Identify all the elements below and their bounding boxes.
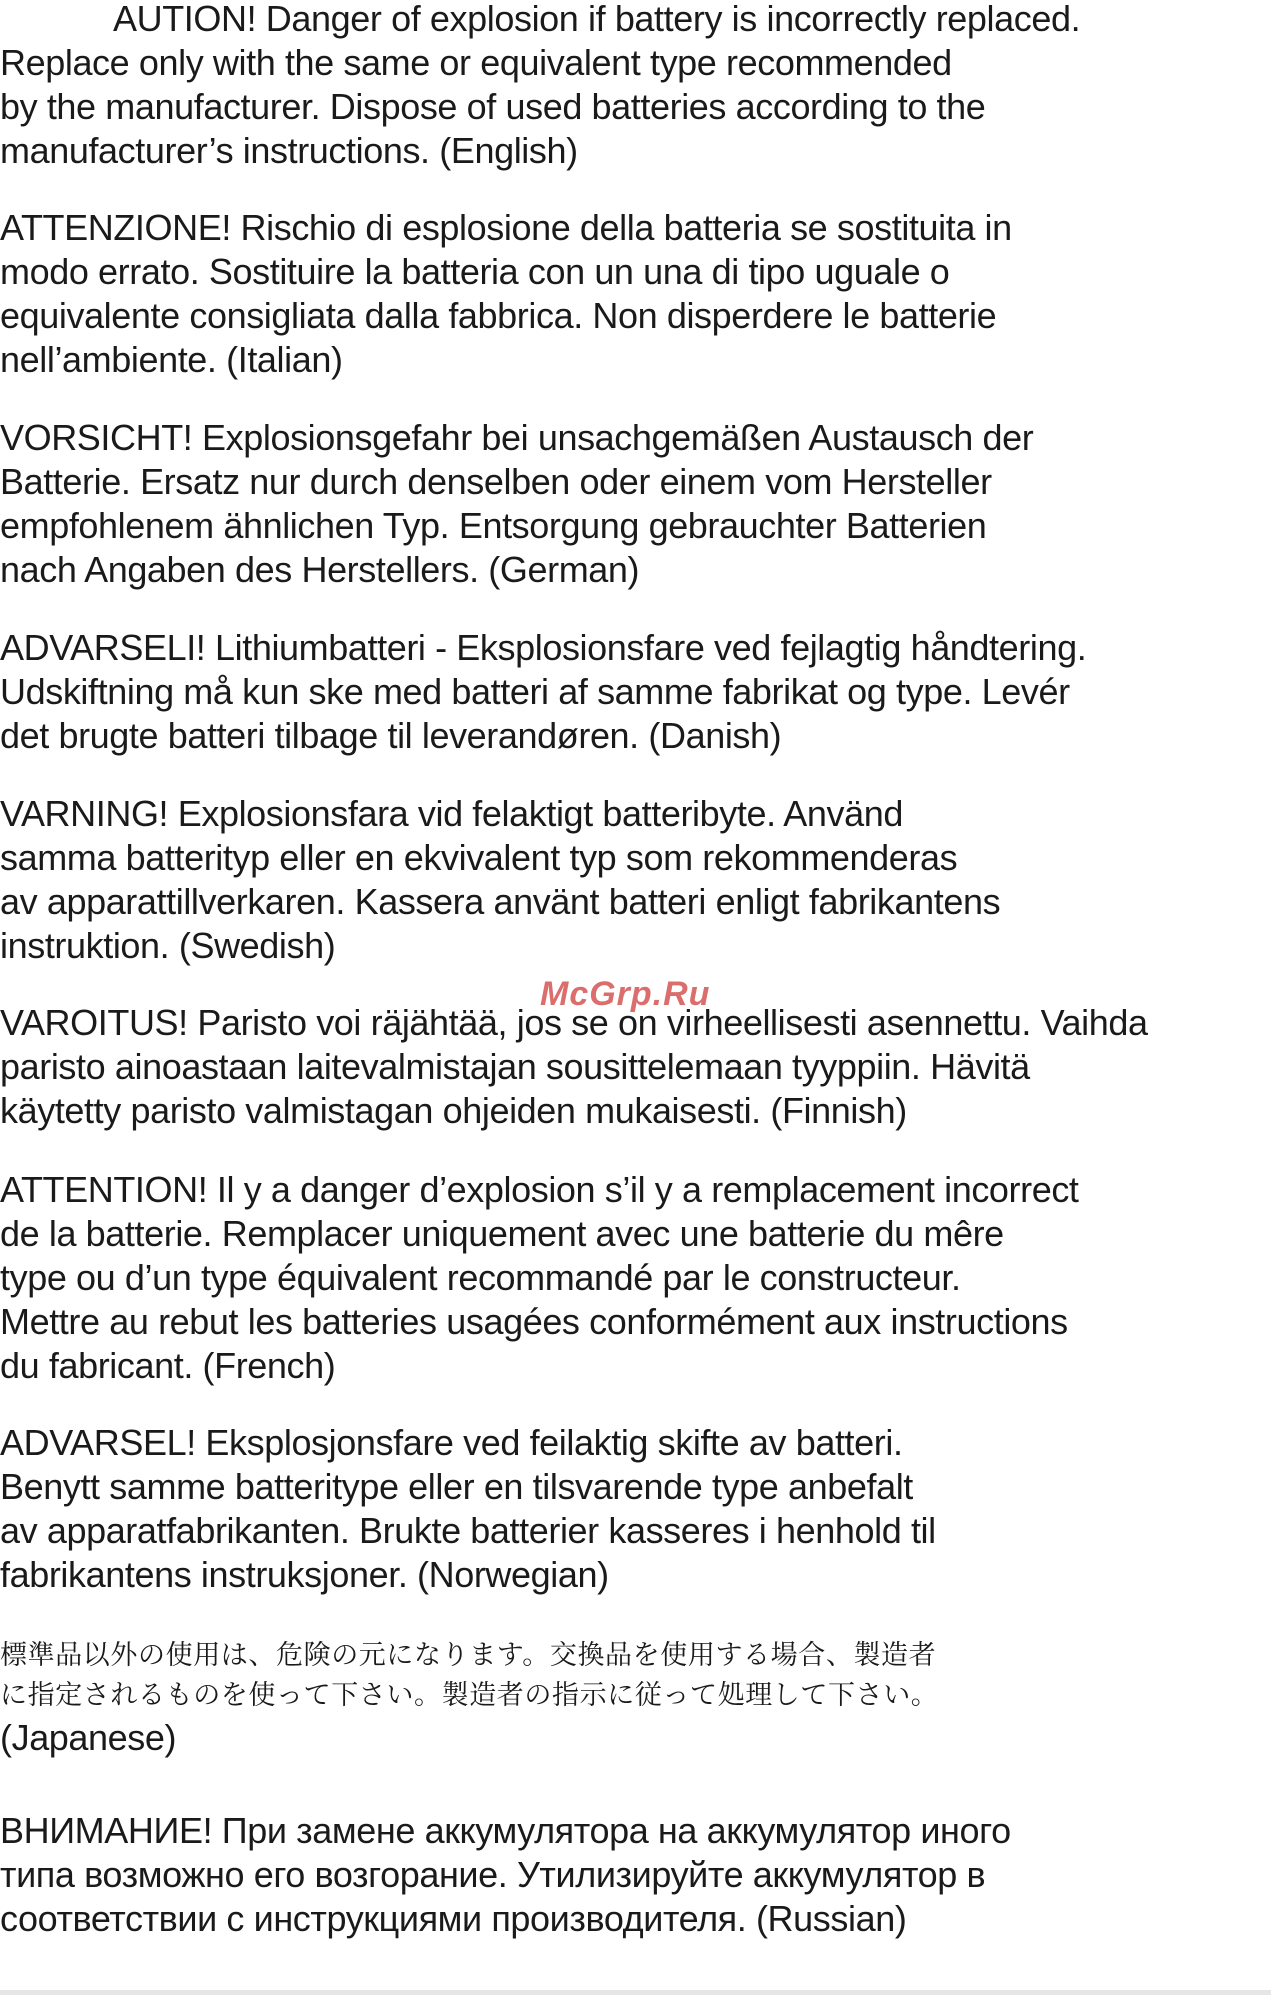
warning-line: modo errato. Sostituire la batteria con un una di tipo uguale o — [0, 251, 950, 292]
warning-line: fabrikantens instruksjoner. (Norwegian) — [0, 1554, 609, 1595]
warning-line: instruktion. (Swedish) — [0, 925, 336, 966]
warning-english — [0, 0, 1230, 173]
warning-line: det brugte batteri tilbage til leverandøren. (Danish) — [0, 715, 782, 756]
warning-japanese — [0, 1636, 1230, 1760]
site-watermark: McGrp.Ru — [540, 975, 711, 1013]
warning-line: Batterie. Ersatz nur durch denselben oder einem vom Hersteller — [0, 461, 992, 502]
warning-line: by the manufacturer. Dispose of used batteries according to the — [0, 86, 986, 127]
warning-swedish — [0, 792, 1230, 968]
warning-italian — [0, 206, 1230, 382]
warning-line: ATTENTION! Il y a danger d’explosion s’il y a remplacement incorrect — [0, 1169, 1079, 1210]
warning-line: type ou d’un type équivalent recommandé par le constructeur. — [0, 1257, 961, 1298]
warning-line: ВНИМАНИЕ! При замене аккумулятора на аккумулятор иного — [0, 1810, 1011, 1851]
warning-line: Udskiftning må kun ske med batteri af samme fabrikat og type. Levér — [0, 671, 1070, 712]
warning-line: paristo ainoastaan laitevalmistajan sousittelemaan tyyppiin. Hävitä — [0, 1046, 1030, 1087]
warning-norwegian — [0, 1421, 1230, 1597]
warning-line: nell’ambiente. (Italian) — [0, 339, 343, 380]
page-bottom-edge — [0, 1990, 1271, 1995]
warning-line: Replace only with the same or equivalent type recommended — [0, 42, 952, 83]
warning-line: типа возможно его возгорание. Утилизируйте аккумулятор в — [0, 1854, 986, 1895]
warning-line: nach Angaben des Herstellers. (German) — [0, 549, 640, 590]
warning-line: VORSICHT! Explosionsgefahr bei unsachgemäßen Austausch der — [0, 417, 1034, 458]
warning-line: Benytt samme batteritype eller en tilsvarende type anbefalt — [0, 1466, 913, 1507]
warning-german — [0, 416, 1230, 592]
warning-french — [0, 1168, 1230, 1388]
warning-line: samma batterityp eller en ekvivalent typ som rekommenderas — [0, 837, 958, 878]
warning-line: käytetty paristo valmistagan ohjeiden mukaisesti. (Finnish) — [0, 1090, 907, 1131]
warning-line: VARNING! Explosionsfara vid felaktigt batteribyte. Använd — [0, 793, 903, 834]
warning-line: de la batterie. Remplacer uniquement avec une batterie du mêre — [0, 1213, 1004, 1254]
warning-line: に指定されるものを使って下さい。製造者の指示に従って処理して下さい。 — [0, 1680, 939, 1711]
warning-line: av apparatfabrikanten. Brukte batterier kasseres i henhold til — [0, 1510, 936, 1551]
warning-line: du fabricant. (French) — [0, 1345, 336, 1386]
warning-line: соответствии с инструкциями производителя. (Russian) — [0, 1898, 907, 1939]
warning-line: VAROITUS! Paristo voi räjähtää, jos se on virheellisesti asennettu. Vaihda — [0, 1002, 1148, 1043]
warning-line: AUTION! Danger of explosion if battery is incorrectly replaced. — [113, 0, 1081, 39]
warning-danish — [0, 626, 1230, 758]
warning-line: Mettre au rebut les batteries usagées conformément aux instructions — [0, 1301, 1068, 1342]
warning-line: av apparattillverkaren. Kassera använt batteri enligt fabrikantens — [0, 881, 1001, 922]
warning-line: ADVARSELI! Lithiumbatteri - Eksplosionsfare ved fejlagtig håndtering. — [0, 627, 1087, 668]
warning-line: manufacturer’s instructions. (English) — [0, 130, 578, 171]
warning-line: 標準品以外の使用は、危険の元になります。交換品を使用する場合、製造者 — [0, 1640, 937, 1671]
warning-line: equivalente consigliata dalla fabbrica. Non disperdere le batterie — [0, 295, 997, 336]
warning-line: (Japanese) — [0, 1717, 177, 1758]
warning-line: ADVARSEL! Eksplosjonsfare ved feilaktig skifte av batteri. — [0, 1422, 903, 1463]
warning-finnish — [0, 1001, 1230, 1133]
warning-line: ATTENZIONE! Rischio di esplosione della batteria se sostituita in — [0, 207, 1012, 248]
warning-russian — [0, 1809, 1230, 1941]
warning-line: empfohlenem ähnlichen Typ. Entsorgung gebrauchter Batterien — [0, 505, 987, 546]
